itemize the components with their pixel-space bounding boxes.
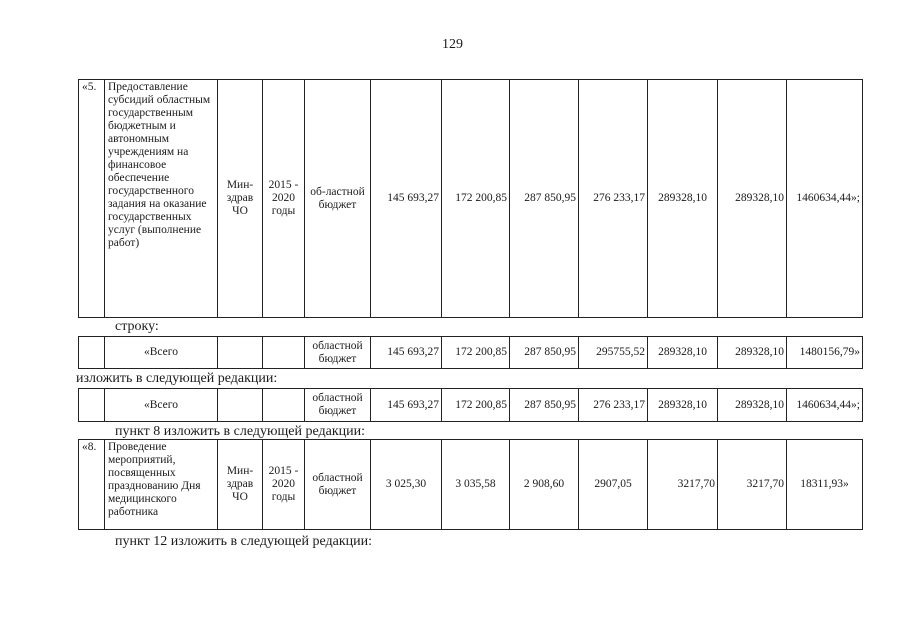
table-row xyxy=(79,389,863,422)
empty-cell xyxy=(218,337,263,369)
value-cell: 2907,05 xyxy=(579,440,648,530)
row-source: областной бюджет xyxy=(305,440,371,530)
value-cell: 287 850,95 xyxy=(510,80,579,318)
total-new-table xyxy=(78,388,863,422)
value-cell: 289328,10 xyxy=(718,389,787,422)
value-cell: 145 693,27 xyxy=(371,337,442,369)
value-cell: 1460634,44»; xyxy=(787,389,863,422)
row-source: об-ластной бюджет xyxy=(305,80,371,318)
row-number: «8. xyxy=(79,440,105,530)
value-cell: 3217,70 xyxy=(718,440,787,530)
value-cell: 145 693,27 xyxy=(371,80,442,318)
value-cell: 276 233,17 xyxy=(579,80,648,318)
empty-cell xyxy=(218,389,263,422)
value-cell: 172 200,85 xyxy=(442,389,510,422)
row-number: «5. xyxy=(79,80,105,318)
text-state-new-edition: изложить в следующей редакции: xyxy=(76,371,278,386)
text-line-stroku: строку: xyxy=(115,319,159,334)
row-description: Проведение мероприятий, посвященных празднованию Дня медицинского работника xyxy=(105,440,218,530)
total-label: «Всего xyxy=(105,389,218,422)
empty-cell xyxy=(79,337,105,369)
empty-cell xyxy=(263,389,305,422)
value-cell: 145 693,27 xyxy=(371,389,442,422)
value-cell: 172 200,85 xyxy=(442,80,510,318)
table-row xyxy=(79,440,863,530)
value-cell: 1480156,79» xyxy=(787,337,863,369)
value-cell: 295755,52 xyxy=(579,337,648,369)
total-source: областной бюджет xyxy=(305,389,371,422)
value-cell: 3 035,58 xyxy=(442,440,510,530)
table-row xyxy=(79,80,863,318)
row-period: 2015 - 2020 годы xyxy=(263,80,305,318)
empty-cell xyxy=(79,389,105,422)
empty-cell xyxy=(263,337,305,369)
value-cell: 289328,10 xyxy=(718,337,787,369)
value-cell: 2 908,60 xyxy=(510,440,579,530)
value-cell: 287 850,95 xyxy=(510,389,579,422)
text-point-12: пункт 12 изложить в следующей редакции: xyxy=(115,534,372,549)
row-executor: Мин-здрав ЧО xyxy=(218,80,263,318)
value-cell: 276 233,17 xyxy=(579,389,648,422)
value-cell: 287 850,95 xyxy=(510,337,579,369)
value-cell: 3217,70 xyxy=(648,440,718,530)
value-cell: 172 200,85 xyxy=(442,337,510,369)
value-cell: 289328,10 xyxy=(648,80,718,318)
text-point-8: пункт 8 изложить в следующей редакции: xyxy=(115,424,365,439)
table-row xyxy=(79,337,863,369)
total-old-table xyxy=(78,336,863,369)
row-description: Предоставление субсидий областным государственным бюджетным и автономным учреждениям на финансовое обеспечение государственного задания на оказание государственных услуг (выполнение работ) xyxy=(105,80,218,318)
value-cell: 18311,93» xyxy=(787,440,863,530)
row5-table xyxy=(78,79,863,318)
value-cell: 3 025,30 xyxy=(371,440,442,530)
value-cell: 289328,10 xyxy=(648,389,718,422)
value-cell: 1460634,44»; xyxy=(787,80,863,318)
total-label: «Всего xyxy=(105,337,218,369)
value-cell: 289328,10 xyxy=(718,80,787,318)
page-number: 129 xyxy=(442,37,463,52)
value-cell: 289328,10 xyxy=(648,337,718,369)
total-source: областной бюджет xyxy=(305,337,371,369)
row-executor: Мин-здрав ЧО xyxy=(218,440,263,530)
row8-table xyxy=(78,439,863,530)
row-period: 2015 - 2020 годы xyxy=(263,440,305,530)
